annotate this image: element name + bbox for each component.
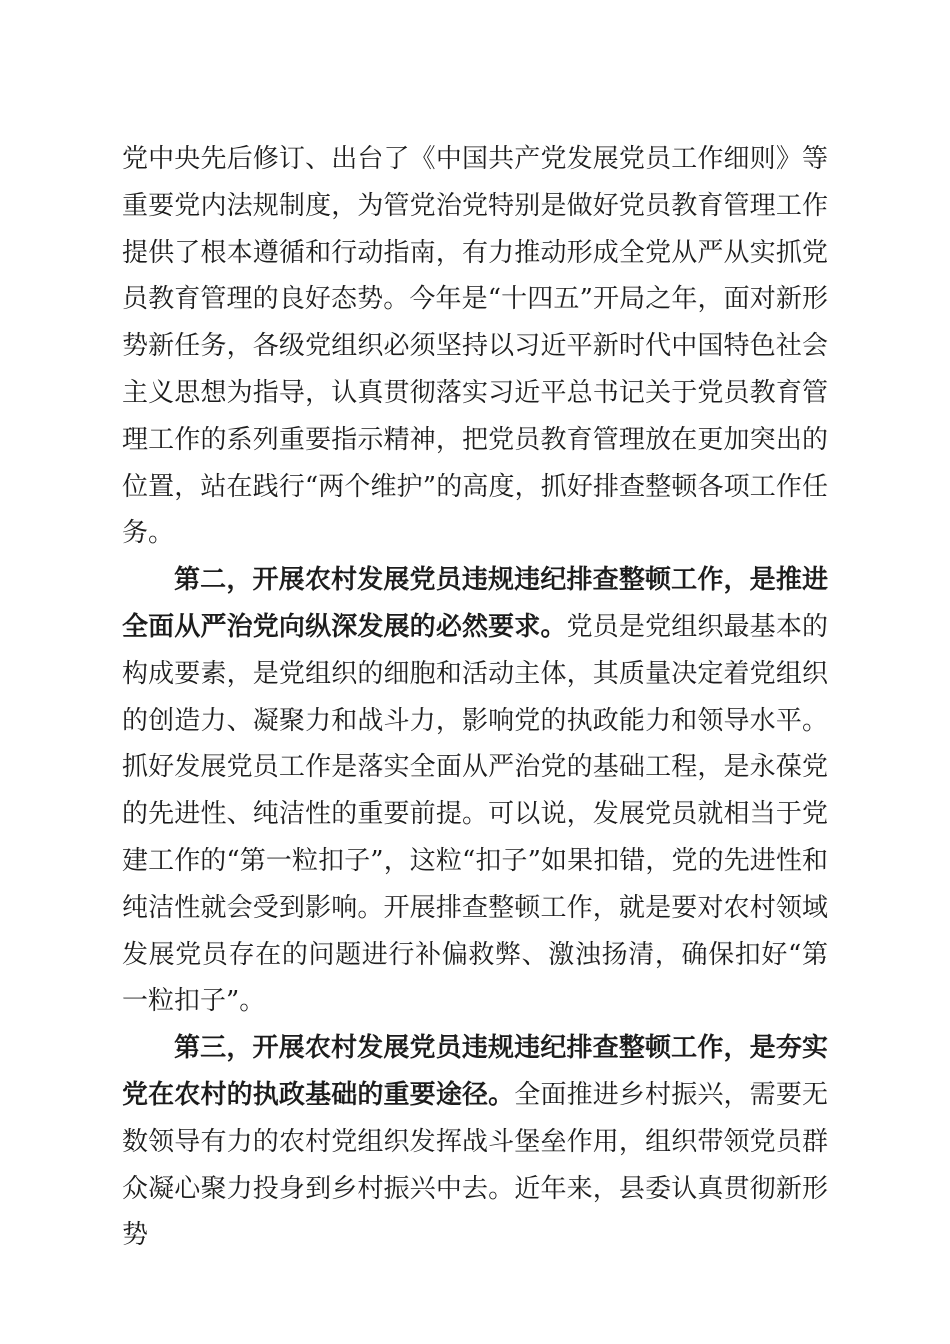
paragraph-text: 党员是党组织最基本的构成要素，是党组织的细胞和活动主体，其质量决定着党组织的创造力、凝聚力和战斗力，影响党的执政能力和领导水平。抓好发展党员工作是落实全面从严治党的基础工程，是永葆党的先进性、纯洁性的重要前提。可以说，发展党员就相当于党建工作的“第一粒扣子”，这粒“扣子”如果扣错，党的先进性和纯洁性就会受到影响。开展排查整顿工作，就是要对农村领域发展党员存在的问题进行补偏救弊、激浊扬清，确保扣好“第一粒扣子”。 [122, 611, 828, 1017]
paragraph-text: 党中央先后修订、出台了《中国共产党发展党员工作细则》等重要党内法规制度，为管党治党特别是做好党员教育管理工作提供了根本遵循和行动指南，有力推动形成全党从严从实抓党员教育管理的良好态势。今年是“十四五”开局之年，面对新形势新任务，各级党组织必须坚持以习近平新时代中国特色社会主义思想为指导，认真贯彻落实习近平总书记关于党员教育管理工作的系列重要指示精神，把党员教育管理放在更加突出的位置，站在践行“两个维护”的高度，抓好排查整顿各项工作任务。 [122, 144, 828, 549]
paragraph-second-point [122, 557, 828, 1025]
paragraph-third-point [122, 1025, 828, 1259]
paragraph-lead-sentence: 第二，开展农村发展党员违规违纪排查整顿工作，是推进全面从严治党向纵深发展的必然要求。 [122, 565, 828, 642]
document-body [122, 136, 828, 1259]
paragraph-text: 全面推进乡村振兴，需要无数领导有力的农村党组织发挥战斗堡垒作用，组织带领党员群众凝心聚力投身到乡村振兴中去。近年来，县委认真贯彻新形势 [122, 1079, 828, 1251]
paragraph-continuation [122, 136, 828, 557]
paragraph-lead-sentence: 第三，开展农村发展党员违规违纪排查整顿工作，是夯实党在农村的执政基础的重要途径。 [122, 1033, 828, 1110]
